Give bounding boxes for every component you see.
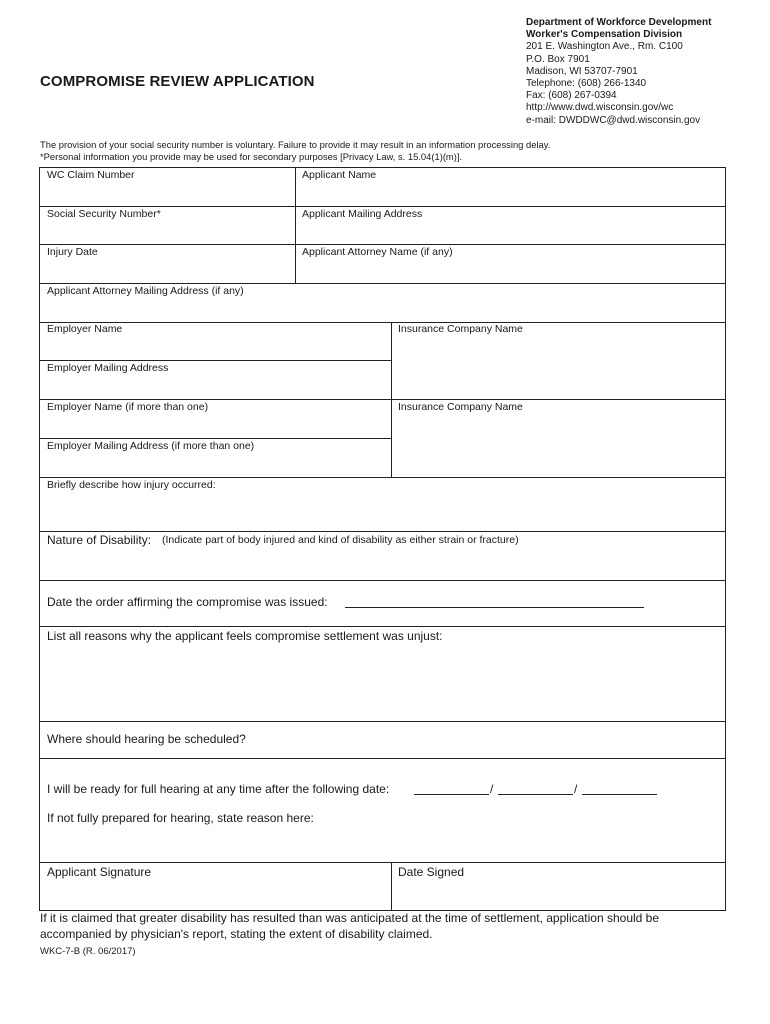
order-date-row	[40, 581, 725, 626]
agency-address-block	[526, 17, 711, 127]
employer-mailing-address-2-field[interactable]	[40, 439, 391, 477]
not-prepared-label: If not fully prepared for hearing, state reason here:	[47, 811, 314, 825]
ssn-label: Social Security Number*	[47, 208, 161, 220]
reasons-field[interactable]	[40, 627, 725, 721]
agency-department: Department of Workforce Development	[526, 17, 712, 28]
employer-name-2-field[interactable]	[40, 400, 391, 438]
employer-mailing-address-2-label: Employer Mailing Address (if more than one)	[47, 440, 255, 452]
applicant-signature-field[interactable]	[40, 863, 391, 910]
form-title: COMPROMISE REVIEW APPLICATION	[40, 73, 315, 90]
nature-of-disability-hint: (Indicate part of body injured and kind of disability as either strain or fracture)	[162, 534, 519, 546]
hearing-location-label: Where should hearing be scheduled?	[47, 732, 246, 746]
agency-po-box: P.O. Box 7901	[526, 53, 590, 65]
agency-fax: Fax: (608) 267-0394	[526, 90, 617, 102]
agency-city-state: Madison, WI 53707-7901	[526, 65, 638, 77]
applicant-signature-label: Applicant Signature	[47, 865, 152, 879]
agency-division: Worker's Compensation Division	[526, 29, 683, 41]
order-date-input-line[interactable]	[345, 607, 644, 608]
injury-description-label: Briefly describe how injury occurred:	[47, 479, 216, 491]
ssn-field[interactable]	[40, 207, 295, 244]
insurance-company-name-label: Insurance Company Name	[398, 323, 523, 335]
agency-address-line: 201 E. Washington Ave., Rm. C100	[526, 41, 683, 53]
employer-name-label: Employer Name	[47, 323, 123, 335]
ready-day-input-line[interactable]	[498, 794, 573, 795]
order-date-label: Date the order affirming the compromise was issued:	[47, 595, 328, 609]
ready-month-input-line[interactable]	[414, 794, 489, 795]
employer-name-2-label: Employer Name (if more than one)	[47, 401, 209, 413]
ready-date-label: I will be ready for full hearing at any time after the following date:	[47, 782, 390, 796]
attorney-mailing-address-field[interactable]	[40, 284, 725, 322]
nature-of-disability-field[interactable]	[40, 532, 725, 580]
ready-year-input-line[interactable]	[582, 794, 657, 795]
reasons-label: List all reasons why the applicant feels compromise settlement was unjust:	[47, 629, 443, 643]
date-signed-label: Date Signed	[398, 865, 465, 879]
agency-telephone: Telephone: (608) 266-1340	[526, 78, 647, 90]
wc-claim-number-field[interactable]	[40, 168, 295, 206]
date-separator-1: /	[490, 782, 494, 796]
date-signed-field[interactable]	[392, 863, 725, 910]
insurance-company-name-field[interactable]	[392, 323, 725, 399]
attorney-name-label: Applicant Attorney Name (if any)	[302, 246, 453, 258]
applicant-name-label: Applicant Name	[302, 169, 377, 181]
hearing-location-field[interactable]	[40, 722, 725, 758]
attorney-name-field[interactable]	[296, 245, 725, 283]
attorney-mailing-address-label: Applicant Attorney Mailing Address (if any)	[47, 285, 244, 297]
form-number: WKC-7-B (R. 06/2017)	[40, 946, 136, 957]
nature-of-disability-label: Nature of Disability:	[47, 533, 152, 547]
privacy-notice-line-2: *Personal information you provide may be used for secondary purposes [Privacy Law, s. 15.04(1)(m)].	[40, 151, 463, 162]
injury-description-field[interactable]	[40, 478, 725, 531]
employer-mailing-address-field[interactable]	[40, 361, 391, 399]
wc-claim-number-label: WC Claim Number	[47, 169, 135, 181]
employer-mailing-address-label: Employer Mailing Address	[47, 362, 169, 374]
agency-email: e-mail: DWDDWC@dwd.wisconsin.gov	[526, 114, 701, 126]
injury-date-label: Injury Date	[47, 246, 98, 258]
date-separator-2: /	[574, 782, 578, 796]
applicant-name-field[interactable]	[296, 168, 725, 206]
privacy-notice	[40, 139, 550, 163]
physician-report-note: If it is claimed that greater disability has resulted than was anticipated at the time of settlement, application should be accompanied by physician's report, stating the extent of disability claimed.	[40, 911, 660, 941]
applicant-mailing-address-label: Applicant Mailing Address	[302, 208, 423, 220]
privacy-notice-line-1: The provision of your social security number is voluntary. Failure to provide it may result in an information processing delay.	[40, 139, 551, 150]
hearing-readiness-row	[40, 759, 725, 862]
insurance-company-name-2-field[interactable]	[392, 400, 725, 477]
agency-website: http://www.dwd.wisconsin.gov/wc	[526, 102, 674, 114]
injury-date-field[interactable]	[40, 245, 295, 283]
insurance-company-name-2-label: Insurance Company Name	[398, 401, 523, 413]
employer-name-field[interactable]	[40, 323, 391, 360]
applicant-mailing-address-field[interactable]	[296, 207, 725, 244]
